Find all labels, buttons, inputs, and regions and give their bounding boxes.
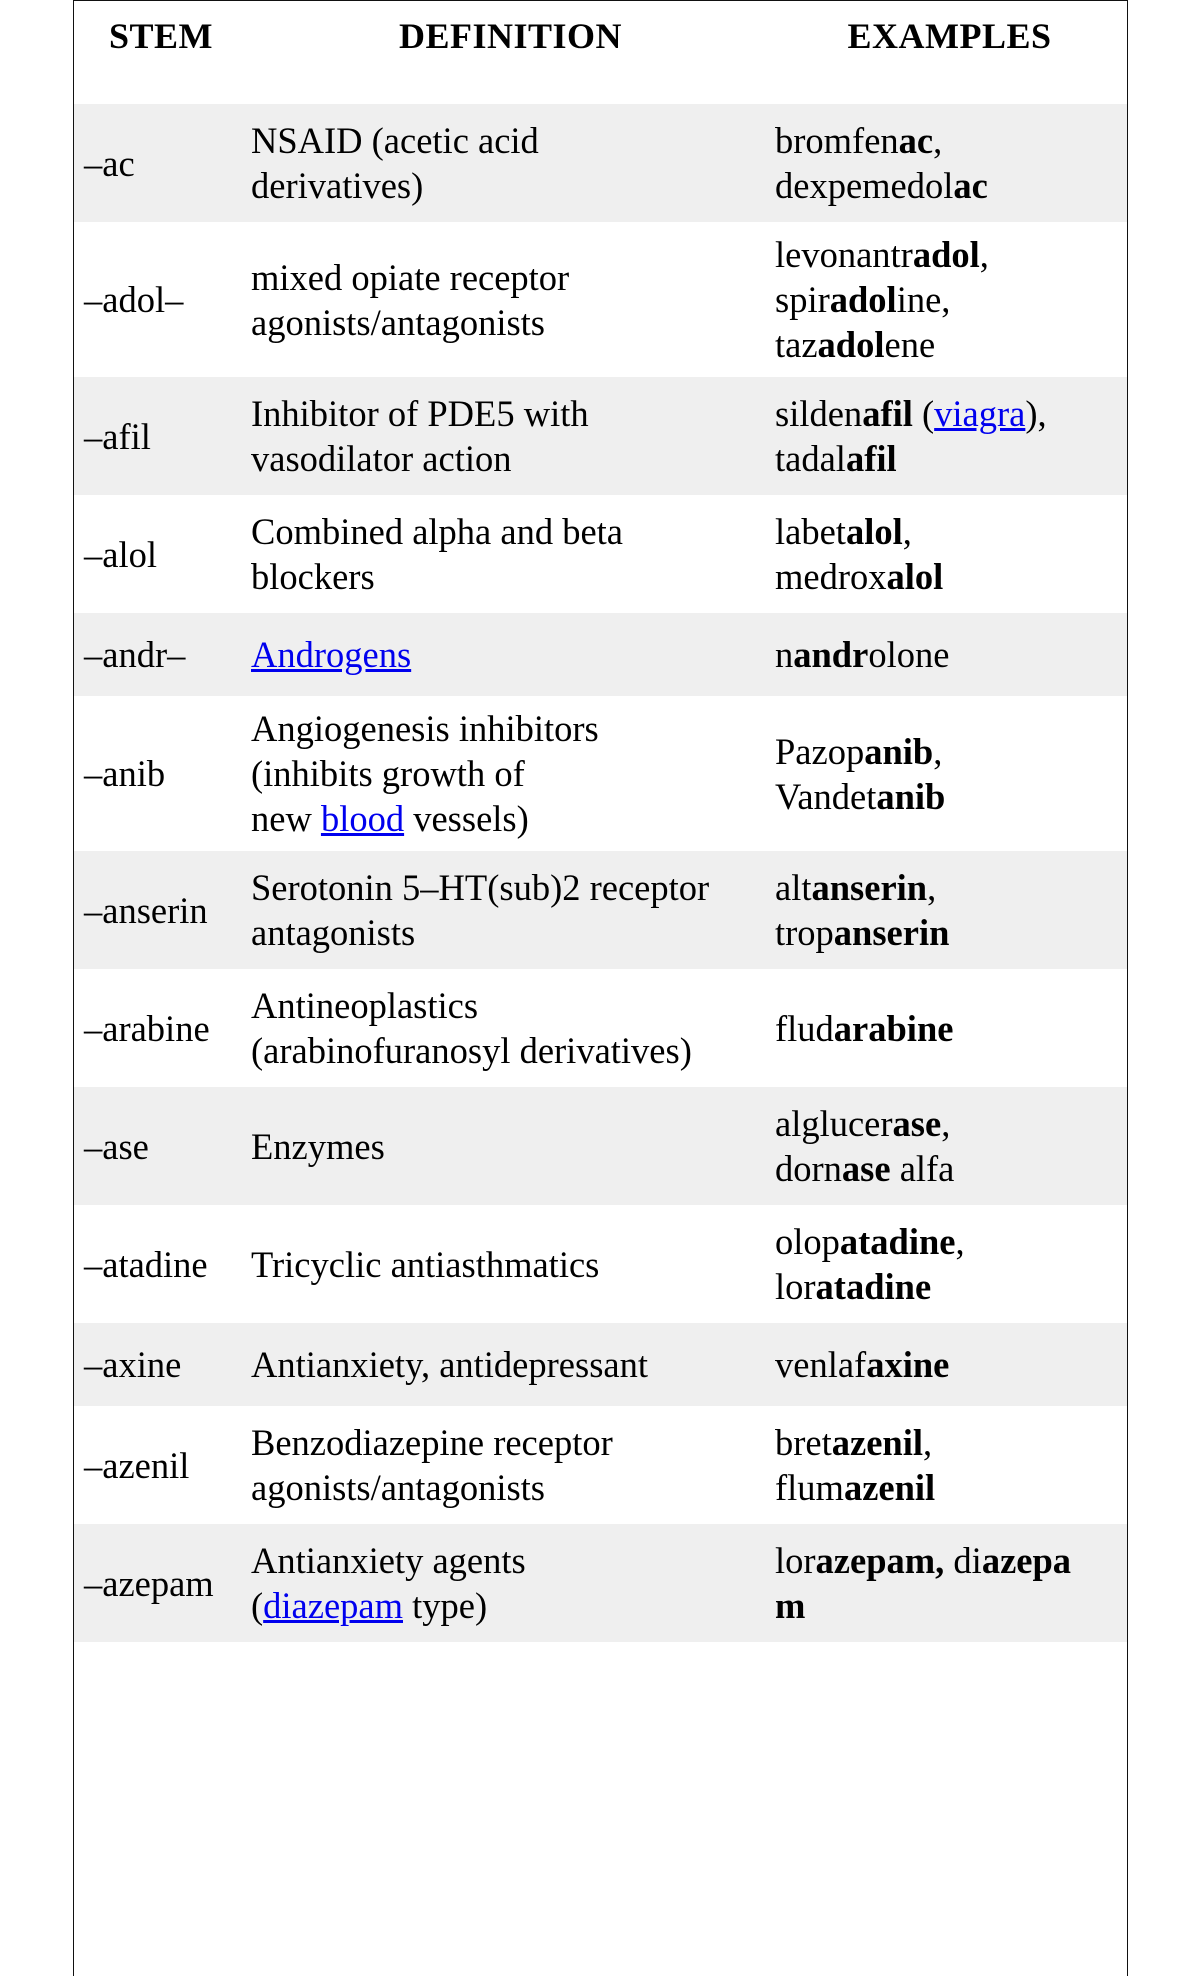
definition-text: Benzodiazepine receptor [251,1422,613,1463]
examples-text: anserin [811,867,928,908]
definition-cell [249,495,772,613]
definition-cell [249,696,772,851]
examples-text: anib [876,775,946,817]
examples-text: taz [775,324,818,365]
definition-cell [249,851,772,969]
header-row [74,1,1127,104]
table-row [74,969,1127,1087]
table-row [74,613,1127,696]
table-row [74,1087,1127,1205]
examples-cell [772,495,1127,613]
examples-text: adol [912,234,980,275]
examples-text: ene [884,324,936,365]
definition-cell [249,1524,772,1642]
stem-cell: –afil [74,377,249,495]
examples-text: levonantr [775,234,913,275]
definition-text: blockers [251,556,375,597]
examples-text: afil [845,438,897,479]
diazepam-link[interactable]: diazepam [263,1585,403,1626]
definition-text: Angiogenesis inhibitors [251,708,599,749]
definition-text: Antianxiety agents [251,1540,526,1581]
table-row [74,495,1127,613]
definition-cell [249,222,772,377]
examples-text: lor [775,1540,816,1581]
stem-cell: –anserin [74,851,249,969]
examples-cell [772,1205,1127,1323]
examples-text: alfa [890,1148,955,1189]
definition-text: derivatives) [251,165,424,206]
examples-text: adol [817,324,885,365]
examples-text: , [933,120,943,161]
examples-text: atadine [839,1221,956,1262]
examples-text: , [955,1221,965,1262]
examples-text: venlaf [775,1344,867,1385]
examples-text: ( [912,393,935,434]
examples-text: labet [775,511,846,552]
viagra-link[interactable]: viagra [934,393,1026,434]
header-definition: DEFINITION [249,1,772,104]
definition-text: NSAID (acetic acid [251,120,539,161]
drug-stem-table [74,1,1127,1642]
examples-cell [772,222,1127,377]
examples-text: lor [775,1266,816,1307]
examples-text: adol [829,279,897,320]
examples-text: silden [775,393,863,434]
examples-cell [772,613,1127,696]
definition-text: (arabinofuranosyl derivatives) [251,1030,692,1071]
examples-text: Pazop [775,730,865,772]
definition-cell [249,104,772,222]
examples-text: ase [841,1148,891,1189]
table-row [74,1524,1127,1642]
examples-text: alol [886,556,944,597]
table-row [74,696,1127,851]
stem-cell: –axine [74,1323,249,1406]
examples-text: ac [898,120,934,161]
table-row [74,377,1127,495]
examples-text: di [944,1540,982,1581]
examples-text: olone [868,634,950,675]
examples-text: olop [775,1221,840,1262]
stem-cell: –andr– [74,613,249,696]
definition-text: Inhibitor of PDE5 with [251,393,589,434]
examples-text: ac [953,165,988,206]
examples-text: Vandet [775,775,877,817]
stem-cell: –ac [74,104,249,222]
examples-cell [772,1524,1127,1642]
examples-text: trop [775,912,834,953]
examples-text: azepa [981,1540,1072,1581]
examples-cell [772,104,1127,222]
definition-text: agonists/antagonists [251,301,546,343]
stem-cell: –azenil [74,1406,249,1524]
examples-text: azenil [831,1422,923,1463]
examples-text: alol [845,511,903,552]
table-body [74,104,1127,1642]
examples-text: bret [775,1422,832,1463]
examples-text: medrox [775,556,887,597]
definition-text: antagonists [251,912,416,953]
examples-text: m [775,1585,806,1626]
table-row [74,851,1127,969]
definition-text: (inhibits growth of [251,753,525,794]
stem-cell: –arabine [74,969,249,1087]
definition-cell [249,969,772,1087]
examples-text: anib [864,730,934,772]
examples-text: axine [866,1344,950,1385]
examples-text: dexpemedol [775,165,954,206]
examples-text: anserin [833,912,950,953]
definition-cell [249,1323,772,1406]
examples-cell [772,1087,1127,1205]
definition-text: vasodilator action [251,438,512,479]
definition-text: type) [403,1585,488,1626]
examples-text: , [902,511,912,552]
examples-text: andr [793,634,869,675]
stem-table-page [73,0,1128,1976]
examples-text: atadine [815,1266,932,1307]
stem-cell: –azepam [74,1524,249,1642]
table-row [74,1406,1127,1524]
examples-text: azepam, [815,1540,945,1581]
definition-text: Serotonin 5–HT(sub)2 receptor [251,867,710,908]
examples-text: bromfen [775,120,899,161]
examples-text: ine, [896,279,951,320]
definition-cell [249,377,772,495]
examples-text: , [922,1422,933,1463]
examples-text: , [927,867,937,908]
examples-text: flum [775,1467,844,1508]
definition-text: Tricyclic antiasthmatics [251,1243,600,1285]
definition-text: Antineoplastics [251,985,479,1026]
examples-text: flud [775,1007,834,1049]
examples-text: azenil [843,1467,936,1508]
table-row [74,222,1127,377]
definition-text: ( [251,1585,264,1626]
header-stem: STEM [74,1,249,104]
stem-cell: –anib [74,696,249,851]
examples-text: ase [892,1103,942,1144]
stem-cell: –atadine [74,1205,249,1323]
examples-text: ), [1025,393,1047,434]
table-row [74,104,1127,222]
examples-text: spir [775,279,830,320]
definition-text: Enzymes [251,1125,385,1167]
examples-text: alt [775,867,812,908]
definition-cell [249,613,772,696]
examples-text: dorn [775,1148,842,1189]
examples-text: tadal [775,438,846,479]
examples-text: n [775,634,794,675]
definition-text: mixed opiate receptor [251,256,570,298]
definition-text: Antianxiety, antidepressant [251,1344,648,1385]
examples-cell [772,851,1127,969]
stem-cell: –adol– [74,222,249,377]
definition-cell [249,1406,772,1524]
stem-cell: –alol [74,495,249,613]
definition-text: agonists/antagonists [251,1467,546,1508]
examples-cell [772,969,1127,1087]
androgens-link[interactable]: Androgens [251,634,412,675]
examples-text: alglucer [775,1103,893,1144]
definition-cell [249,1205,772,1323]
examples-cell [772,1406,1127,1524]
examples-cell [772,1323,1127,1406]
examples-text: , [979,234,989,275]
definition-text: vessels) [404,798,529,839]
stem-cell: –ase [74,1087,249,1205]
definition-text: new [251,798,321,839]
blood-link[interactable]: blood [320,798,405,839]
examples-cell [772,696,1127,851]
definition-cell [249,1087,772,1205]
examples-text: , [941,1103,951,1144]
table-row [74,1205,1127,1323]
examples-cell [772,377,1127,495]
table-row [74,1323,1127,1406]
definition-text: Combined alpha and beta [251,511,623,552]
examples-text: afil [862,393,913,434]
examples-text: arabine [833,1007,954,1049]
examples-text: , [933,730,943,772]
header-examples: EXAMPLES [772,1,1127,104]
